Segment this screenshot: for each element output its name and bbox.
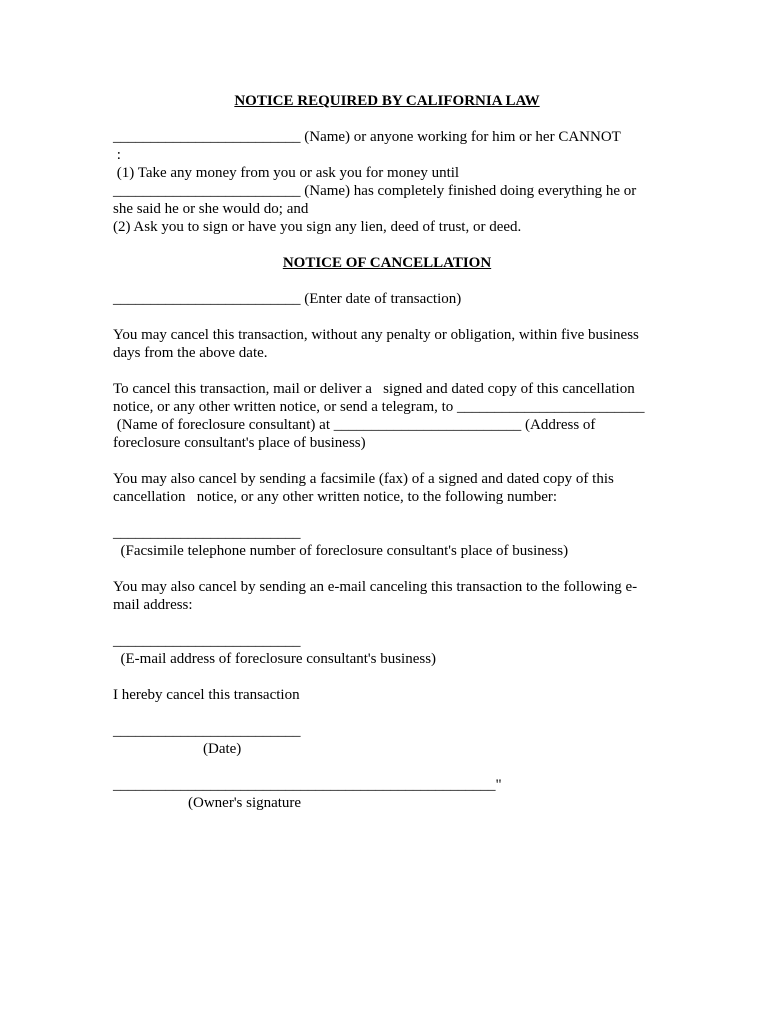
transaction-date-blank[interactable]: _________________________ [113, 291, 301, 307]
item-1-line: (1) Take any money from you or ask you for money until [113, 165, 460, 181]
paragraph-4-line-2: mail address: [113, 597, 193, 613]
spacer [113, 452, 661, 470]
paragraph-3-line-2: cancellation notice, or any other written notice, to the following number: [113, 489, 558, 505]
document-title: NOTICE REQUIRED BY CALIFORNIA LAW [234, 93, 540, 109]
paragraph-2-line-1: To cancel this transaction, mail or deliver a signed and dated copy of this cancellation [113, 381, 635, 397]
cancellation-heading: NOTICE OF CANCELLATION [282, 255, 492, 271]
spacer [113, 362, 661, 380]
spacer [113, 110, 661, 128]
transaction-date-label: (Enter date of transaction) [300, 291, 462, 307]
paragraph-3-line-1: You may also cancel by sending a facsimile (fax) of a signed and dated copy of this [113, 471, 614, 487]
item-2-line: (2) Ask you to sign or have you sign any lien, deed of trust, or deed. [113, 219, 522, 235]
paragraph-4-line-1: You may also cancel by sending an e-mail canceling this transaction to the following e- [113, 579, 638, 595]
item-1b-line [113, 182, 661, 200]
spacer [113, 236, 661, 254]
cancel-date-label: (Date) [113, 741, 242, 757]
item-1c-line: she said he or she would do; and [113, 201, 309, 217]
spacer [113, 308, 661, 326]
name-line [113, 128, 661, 146]
signature-label: (Owner's signature [113, 795, 302, 811]
spacer [113, 704, 661, 722]
cancel-statement: I hereby cancel this transaction [113, 687, 300, 703]
email-label: (E-mail address of foreclosure consultant's business) [113, 651, 437, 667]
name-blank[interactable]: _________________________ [113, 129, 301, 145]
paragraph-1-line-2: days from the above date. [113, 345, 268, 361]
item-1b-text: (Name) has completely finished doing everything he or [300, 183, 637, 199]
spacer [113, 668, 661, 686]
colon-line: : [113, 147, 121, 163]
name-blank-2[interactable]: _________________________ [113, 183, 301, 199]
transaction-date-line [113, 290, 661, 308]
spacer [113, 560, 661, 578]
spacer [113, 272, 661, 290]
paragraph-2-line-3: (Name of foreclosure consultant) at _________________________ (Address of [113, 417, 596, 433]
spacer [113, 506, 661, 524]
signature-blank[interactable]: ___________________________________________________" [113, 777, 502, 793]
fax-blank[interactable]: _________________________ [113, 525, 301, 541]
paragraph-2-line-2: notice, or any other written notice, or send a telegram, to _________________________ [113, 399, 645, 415]
spacer [113, 758, 661, 776]
paragraph-1-line-1: You may cancel this transaction, without any penalty or obligation, within five business [113, 327, 639, 343]
name-line-text: (Name) or anyone working for him or her CANNOT [300, 129, 621, 145]
document-page [113, 92, 661, 812]
paragraph-2-line-4: foreclosure consultant's place of business) [113, 435, 366, 451]
email-blank[interactable]: _________________________ [113, 633, 301, 649]
fax-label: (Facsimile telephone number of foreclosure consultant's place of business) [113, 543, 569, 559]
spacer [113, 614, 661, 632]
cancel-date-blank[interactable]: _________________________ [113, 723, 301, 739]
